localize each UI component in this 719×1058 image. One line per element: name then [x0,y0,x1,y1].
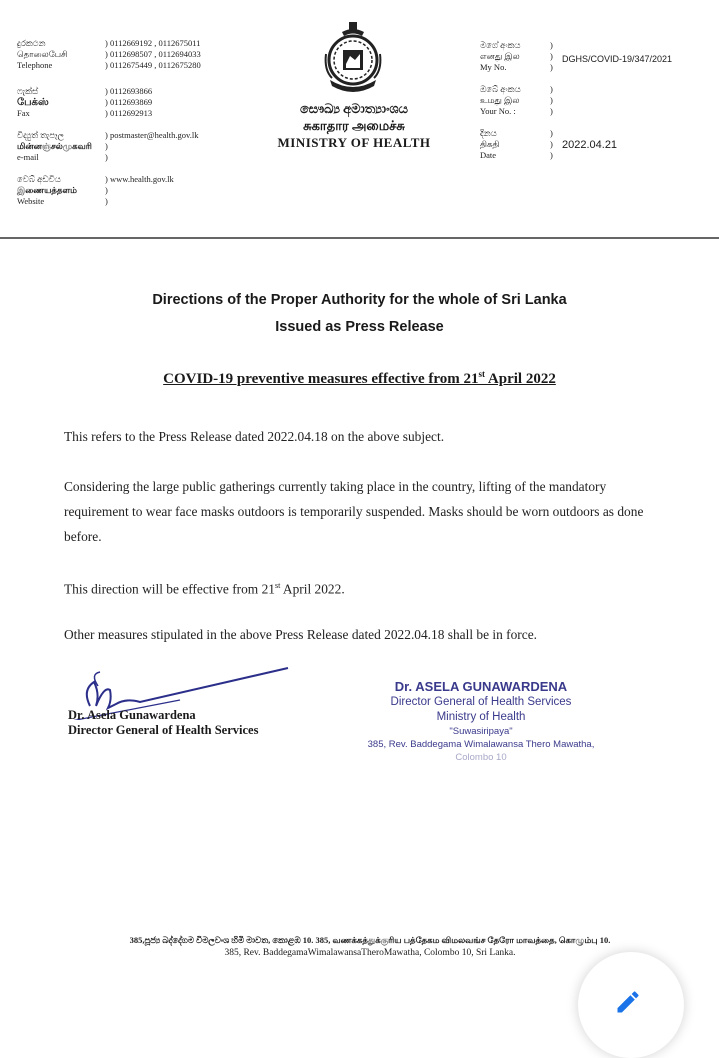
sri-lanka-emblem-icon [322,20,384,98]
date-parens: ) ) ) [550,128,553,160]
website-label-ta: இணையத்தளம் [17,185,77,195]
date-label-en: Date [480,150,497,160]
website-value: ) www.health.gov.lk [105,174,174,184]
subject-text-end: April 2022 [485,371,556,387]
heading-line-1: Directions of the Proper Authority for the whole of Sri Lanka [152,292,567,308]
email-label-ta: மின்னஞ்சல்முகவரி [17,141,92,151]
paragraph-other-measures: Other measures stipulated in the above Press Release dated 2022.04.18 shall be in force. [64,627,538,642]
my-no-label-ta: எனது இல [480,51,520,61]
ministry-name-en: MINISTRY OF HEALTH [277,135,431,150]
date-value: 2022.04.21 [562,139,618,151]
telephone-numbers-2: ) 0112698507 , 0112694033 [105,49,201,59]
stamp-address: 385, Rev. Baddegama Wimalawansa Thero Mawatha, [367,739,595,750]
my-no-value: DGHS/COVID-19/347/2021 [562,54,673,64]
effective-date-text-end: April 2022. [280,581,345,597]
my-no-block [480,40,710,76]
document-heading [40,287,679,341]
ministry-title [262,100,446,151]
pencil-edit-icon [614,988,642,1016]
date-block [480,128,710,164]
signer-block [68,708,258,738]
telephone-numbers-1: ) 0112669192 , 0112675011 [105,38,201,48]
ministry-name-si: සෞඛ්‍ය අමාත්‍යාංශය [299,101,409,116]
your-no-parens: ) ) ) [550,84,553,116]
email-block [17,130,257,166]
fax-number-2: ) 0112693869 [105,97,153,107]
website-paren-3: ) [105,196,108,206]
footer-local-address: 385,පූජ්‍ය බද්දේගම විමලවංශ හිමි මාවත, කොළඹ 10. 385, வணக்கத்துக்குரிய பத்தேகம விமலவங்ச தேரோ மாவத்தை, கொழும்பு 10. [129,935,611,945]
footer-english-address: 385, Rev. BaddegamaWimalawansaTheroMawatha, Colombo 10, Sri Lanka. [224,948,516,958]
your-no-label-en: Your No. : [480,106,516,116]
letterhead-divider [0,237,719,239]
paragraph-mask-requirement: Considering the large public gatherings currently taking place in the country, lifting of the mandatory requirement to wear face masks outdoors is temporarily suspended. Masks should be worn outdoors as done before. [64,479,644,544]
telephone-block [17,38,257,74]
paragraph-effective-date [64,573,664,601]
paragraph-reference: This refers to the Press Release dated 2022.04.18 on the above subject. [64,429,445,444]
stamp-building: "Suwasiripaya" [449,726,513,737]
website-label-si: වෙබ් අඩවිය [17,174,61,184]
fax-number-3: ) 0112692913 [105,108,153,118]
signer-name: Dr. Asela Gunawardena [68,708,196,722]
heading-line-2: Issued as Press Release [275,319,444,335]
fax-label-ta: பேக்ஸ் [17,97,49,108]
telephone-label-ta: தொலைபேசி [17,49,68,59]
email-label-si: විද්‍යුත් තැපෑල [17,130,65,140]
stamp-city: Colombo 10 [455,752,507,763]
stamp-designation: Director General of Health Services [390,696,572,708]
fax-number-1: ) 0112693866 [105,86,153,96]
date-label-si: දිනය [480,128,497,138]
email-label-en: e-mail [17,152,39,162]
telephone-label-si: දුරකථන [17,38,46,48]
email-paren-3: ) [105,152,108,162]
edit-button[interactable] [578,952,684,1058]
email-value: ) postmaster@health.gov.lk [105,130,199,140]
website-block [17,174,257,210]
website-label-en: Website [17,196,45,206]
official-stamp [356,678,606,764]
website-paren-2: ) [105,185,108,195]
your-no-label-si: ඔබේ අංකය [480,84,521,94]
stamp-ministry: Ministry of Health [436,711,526,723]
telephone-label-en: Telephone [17,60,53,70]
email-paren-2: ) [105,141,108,151]
my-no-parens: ) ) ) [550,40,553,72]
fax-block [17,86,257,122]
fax-label-si: ෆැක්ස් [17,86,39,96]
my-no-label-si: මගේ අංකය [480,40,521,50]
subject-ordinal: st [478,369,485,379]
your-no-label-ta: உமது இல [480,95,520,105]
footer-address [90,934,650,960]
subject-line [40,369,679,388]
fax-label-en: Fax [17,108,30,118]
letterhead [0,0,719,238]
your-no-block [480,84,710,120]
my-no-label-en: My No. [480,62,507,72]
telephone-numbers-3: ) 0112675449 , 0112675280 [105,60,201,70]
subject-text: COVID-19 preventive measures effective from 21 [163,371,479,387]
effective-date-ordinal: st [274,581,281,590]
stamp-name: Dr. ASELA GUNAWARDENA [394,679,568,694]
ministry-name-ta: சுகாதார அமைச்சு [303,118,405,133]
date-label-ta: திகதி [480,139,500,149]
effective-date-text: This direction will be effective from 21 [64,581,275,597]
signer-title: Director General of Health Services [68,723,259,737]
